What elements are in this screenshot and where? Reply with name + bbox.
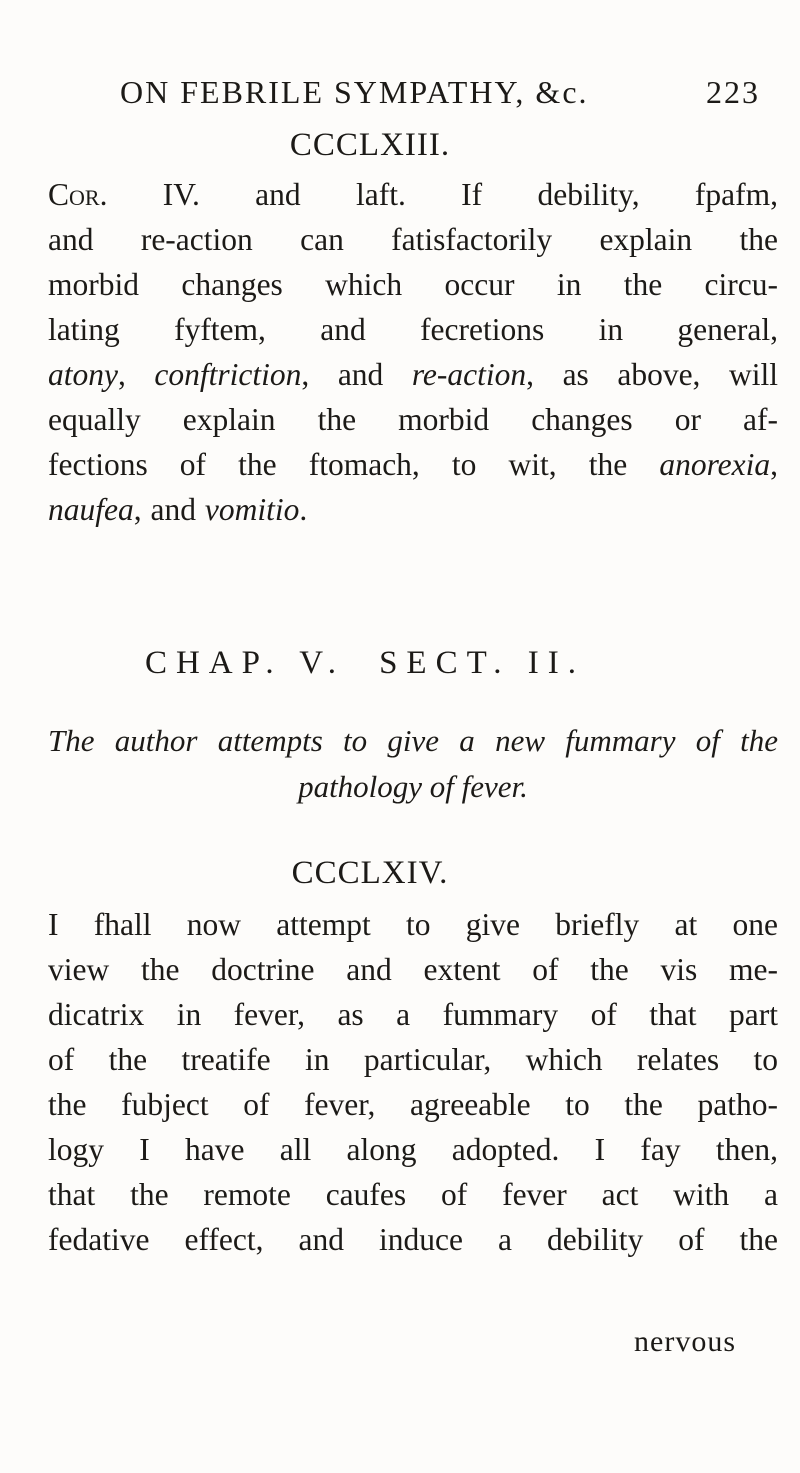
paragraph-line: that the remote caufes of fever act with a [48,1177,778,1212]
paragraph-line: fedative effect, and induce a debility of the [48,1222,778,1257]
section-number-363: CCCLXIII. [289,127,451,163]
paragraph-line: Cor. IV. and laft. If debility, fpafm, [48,177,778,212]
chapter-subtitle [48,718,778,810]
section-number-364: CCCLXIV. [291,855,449,891]
paragraph-line: naufea, and vomitio. [48,492,308,527]
subtitle-line: The author attempts to give a new fummary of the [48,723,778,758]
paragraph-line: lating fyftem, and fecretions in general, [48,312,778,347]
paragraph-line: equally explain the morbid changes or af- [48,402,778,437]
summary-paragraph [48,902,778,1262]
paragraph-line: I fhall now attempt to give briefly at one [48,907,778,942]
catchword: nervous [634,1325,736,1358]
paragraph-line: morbid changes which occur in the circu- [48,267,778,302]
running-head [120,74,760,111]
paragraph-line: logy I have all along adopted. I fay then, [48,1132,778,1167]
paragraph-line: of the treatife in particular, which relates to [48,1042,778,1077]
paragraph-line: and re-action can fatisfactorily explain the [48,222,778,257]
section-label: SECT. II. [379,645,586,681]
corollary-paragraph [48,172,778,532]
paragraph-line: atony, conftriction, and re-action, as above, will [48,357,778,392]
paragraph-line: the fubject of fever, agreeable to the patho- [48,1087,778,1122]
paragraph-line: fections of the ftomach, to wit, the anorexia, [48,447,778,482]
subtitle-line: pathology of fever. [298,769,528,804]
chapter-heading [0,645,800,682]
corollary-label: Cor. [48,177,108,212]
running-title: ON FEBRILE SYMPATHY, &c. [120,74,589,110]
chapter-label: CHAP. V. [144,645,346,681]
page-number: 223 [706,74,760,110]
paragraph-line: view the doctrine and extent of the vis me- [48,952,778,987]
paragraph-line: dicatrix in fever, as a fummary of that part [48,997,778,1032]
